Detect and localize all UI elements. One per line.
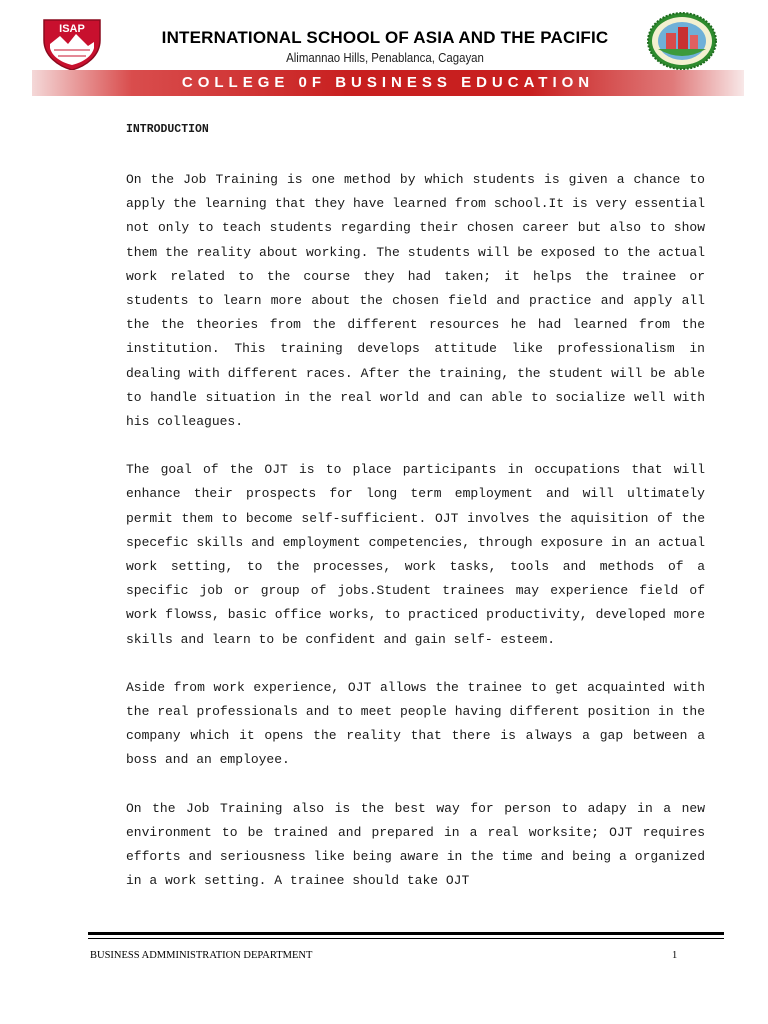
footer-department: BUSINESS ADMMINISTRATION DEPARTMENT: [90, 950, 313, 961]
paragraph-4: On the Job Training also is the best way for person to adapy in a new environment to be trained and prepared in a real worksite; OJT requires efforts and seriousness like being aware in the time and being a organized in a work setting. A trainee should take OJT: [126, 800, 705, 889]
footer-rule-thin: [88, 938, 724, 939]
document-body: [126, 118, 705, 917]
college-seal-logo-icon: [646, 11, 718, 71]
school-name: INTERNATIONAL SCHOOL OF ASIA AND THE PACIFIC: [161, 28, 609, 47]
isap-shield-logo-icon: [40, 14, 104, 72]
page-number: 1: [672, 950, 678, 961]
isap-logo-text: ISAP: [59, 23, 85, 35]
school-address: Alimannao Hills, Penablanca, Cagayan: [286, 50, 484, 65]
section-heading: INTRODUCTION: [126, 123, 209, 136]
paragraph-1: On the Job Training is one method by which students is given a chance to apply the learning that they have learned from school.It is very essential not only to teach students regarding their chosen career but also to show them the reality about working. The students will be exposed to the actual work related to the course they had taken; it helps the trainee or students to learn more about the chosen field and practice and apply all the the theories from the different resources he had learned from the institution. This training develops attitude like professionalism in dealing with different races. After the training, the student will be able to handle situation in the real world and can able to socialize well with his colleagues.: [126, 172, 705, 430]
paragraph-3: Aside from work experience, OJT allows the trainee to get acquainted with the real professionals and to meet people having different position in the company which it opens the reality that there is always a gap between a boss and an employee.: [126, 679, 705, 768]
college-title: COLLEGE 0F BUSINESS EDUCATION: [181, 74, 595, 91]
footer-rule-thick: [88, 932, 724, 935]
paragraph-2: The goal of the OJT is to place participants in occupations that will enhance their prospects for long term employment and will ultimately permit them to become self-sufficient. OJT involves the aquisition of the specefic skills and employment competencies, through exposure in an actual work setting, to the processes, work tasks, tools and methods of a specific job or group of jobs.Student trainees may experience field of work flowss, basic office works, to practiced productivity, developed more skills and learn to be confident and gain self- esteem.: [126, 462, 705, 647]
